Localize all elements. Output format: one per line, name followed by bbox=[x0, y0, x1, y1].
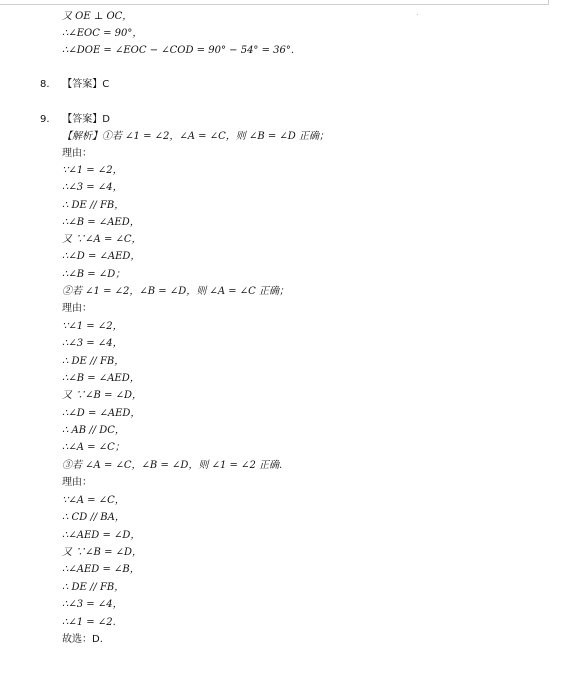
text-line: ∴∠DOE = ∠EOC − ∠COD = 90° − 54° = 36°. bbox=[62, 45, 295, 56]
text-line: ∴∠D = ∠AED， bbox=[62, 408, 141, 419]
text-line: ∴∠B = ∠AED， bbox=[62, 373, 140, 384]
case-2-line: ②若 ∠1 = ∠2，∠B = ∠D，则 ∠A = ∠C 正确； bbox=[62, 286, 289, 297]
answer-9-line: 9. 【答案】D bbox=[40, 114, 110, 125]
conclusion-line: 故选：D. bbox=[62, 634, 103, 645]
answer-8-line: 8. 【答案】C bbox=[40, 79, 110, 90]
text-line: ∴∠AED = ∠D， bbox=[62, 530, 141, 541]
analysis-line: 【解析】①若 ∠1 = ∠2，∠A = ∠C，则 ∠B = ∠D 正确； bbox=[62, 131, 329, 142]
text-line: 又 OE ⊥ OC， bbox=[62, 11, 133, 22]
text-line: 又 ∵∠B = ∠D， bbox=[62, 547, 143, 558]
text-line: 又 ∵∠B = ∠D， bbox=[62, 390, 143, 401]
text-line: ∴∠EOC = 90°， bbox=[62, 28, 143, 39]
text-line: ∴ DE // FB， bbox=[62, 582, 125, 593]
reason-label: 理由： bbox=[62, 303, 92, 314]
text-line: ∴∠D = ∠AED， bbox=[62, 251, 141, 262]
text-line: ∵∠1 = ∠2， bbox=[62, 321, 123, 332]
reason-label: 理由： bbox=[62, 477, 92, 488]
text-line: ∴∠3 = ∠4， bbox=[62, 182, 123, 193]
text-line: ∴∠A = ∠C； bbox=[62, 442, 125, 453]
text-line: 又 ∵∠A = ∠C， bbox=[62, 234, 142, 245]
text-line: ∴ CD // BA， bbox=[62, 512, 125, 523]
text-line: ∴ DE // FB， bbox=[62, 356, 125, 367]
text-line: ∴∠1 = ∠2. bbox=[62, 617, 116, 628]
text-line: ∴∠AED = ∠B， bbox=[62, 564, 140, 575]
page-header-line bbox=[0, 4, 548, 5]
text-line: ∵∠1 = ∠2， bbox=[62, 165, 123, 176]
text-line: ∴∠3 = ∠4， bbox=[62, 599, 123, 610]
case-3-line: ③若 ∠A = ∠C，∠B = ∠D，则 ∠1 = ∠2 正确. bbox=[62, 460, 283, 471]
page-corner-mark bbox=[548, 0, 549, 5]
reason-label: 理由： bbox=[62, 148, 92, 159]
text-line: ∴ DE // FB， bbox=[62, 200, 125, 211]
text-line: ∴∠3 = ∠4， bbox=[62, 338, 123, 349]
text-line: ∴∠B = ∠AED， bbox=[62, 217, 140, 228]
text-line: ∵∠A = ∠C， bbox=[62, 495, 125, 506]
speck bbox=[417, 14, 418, 15]
text-line: ∴ AB // DC， bbox=[62, 425, 125, 436]
text-line: ∴∠B = ∠D； bbox=[62, 269, 126, 280]
